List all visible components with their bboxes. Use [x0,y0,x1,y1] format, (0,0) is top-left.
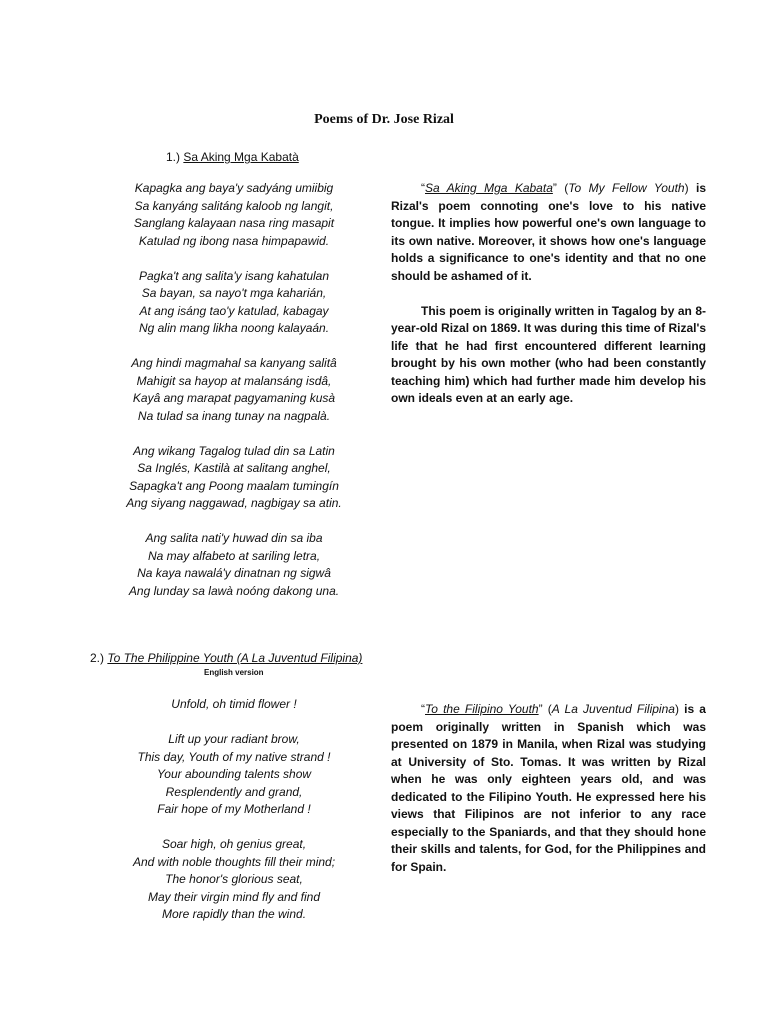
poem1-title-reference: Sa Aking Mga Kabata [425,181,553,195]
close-quote: ” ( [552,181,569,195]
open-quote: “ [421,181,425,195]
poem1-commentary-text: is Rizal's poem connoting one's love to his native tongue. It implies how powerful one's own language to its own native. Moreover, it shows how one's language holds a significance to one's identity and that no one should be ashamed of it. [391,181,706,283]
poem-line: May their virgin mind fly and find [147,889,321,904]
poem2-commentary [391,701,706,894]
poem2-translation: A La Juventud Filipina [551,702,675,716]
poem-line: Ang lunday sa lawà noóng dakong una. [128,583,340,598]
poem-line: Ang hindi magmahal sa kanyang salitâ [131,356,337,370]
stanza [104,836,364,924]
page-title: Poems of Dr. Jose Rizal [314,112,454,127]
poem-line: Sapagka't ang Poong maalam tumingín [129,478,339,493]
stanza [104,443,364,513]
poem-line: Lift up your radiant brow, [168,732,300,746]
poem-line: At ang isáng tao'y katulad, kabagay [139,303,329,318]
poem-line: Fair hope of my Motherland ! [157,802,311,816]
poem-line: Pagka't ang salita'y isang kahatulan [138,268,330,283]
poem-line: Ang wikang Tagalog tulad din sa Latin [133,443,335,458]
stanza [104,696,364,714]
poem-line: This day, Youth of my native strand ! [137,749,331,764]
poem2-number: 2.) [90,651,105,665]
poem-line: Mahigit sa hayop at malansáng isdâ, [136,373,332,388]
stanza [104,268,364,338]
poem-line: And with noble thoughts fill their mind; [132,854,336,869]
poem-line: Resplendently and grand, [165,784,303,799]
poem-line: Na tulad sa inang tunay na nagpalà. [137,408,331,423]
poem1-commentary-paragraph-2: This poem is originally written in Tagalog by an 8-year-old Rizal on 1869. It was during this time of Rizal's life that he had first encountered different learning brought by his own mother (who had been constantly teaching him) which had further made him develop his own ideals even at an early age. [391,303,706,405]
poem2-commentary-paragraph-1 [391,701,706,876]
poem2-title-reference: To the Filipino Youth [425,702,539,716]
stanza [104,731,364,819]
poem-line: Soar high, oh genius great, [161,837,307,851]
poem-line: Sa Inglés, Kastilà at salitang anghel, [137,461,331,475]
poem1-number: 1.) [166,150,181,164]
poem1-heading [166,150,299,165]
stanza [104,355,364,425]
poem-line: Your abounding talents show [156,767,312,781]
stanza [104,530,364,600]
poem-line: More rapidly than the wind. [161,907,307,921]
close-quote: ” ( [538,702,552,716]
open-quote: “ [421,702,425,716]
poem2-body [104,696,364,941]
poem-line: Sanglang kalayaan nasa ring masapit [133,216,335,230]
poem2-commentary-text: is a poem originally written in Spanish which was presented on 1879 in Manila, when Rizal was studying at University of Sto. Tomas. It was written by Rizal when he was only eighteen years old, and was dedicated to the Filipino Youth. He expressed here his views that Filipinos are not inferior to any race especially to the Spaniards, and that they should hone their skills and talents, for God, for the Philippines and for Spain. [391,702,706,874]
poem-line: Kapagka ang baya'y sadyáng umiibig [134,181,334,195]
poem-line: Na may alfabeto at sariling letra, [147,548,321,563]
version-label: English version [204,668,264,677]
poem-line: Ng alin mang likha noong kalayaán. [138,321,330,335]
poem-line: Sa bayan, sa nayo't mga kaharián, [141,286,327,300]
poem1-commentary-paragraph-1 [391,180,706,285]
poem2-heading [90,651,362,666]
poem-line: Sa kanyáng salitáng kaloob ng langit, [134,198,334,213]
close-paren: ) [674,702,679,716]
poem1-commentary [391,180,706,425]
poem-line: Unfold, oh timid flower ! [171,697,297,711]
stanza [104,180,364,250]
poem-line: Katulad ng ibong nasa himpapawid. [138,233,330,248]
poem-line: Na kaya nawalá'y dinatnan ng sigwâ [137,566,331,580]
poem-line: Kayâ ang marapat pagyamaning kusà [132,391,336,405]
close-paren: ) [684,181,689,195]
poem-line: The honor's glorious seat, [165,872,303,886]
poem1-translation: To My Fellow Youth [568,181,685,195]
poem-line: Ang salita nati'y huwad din sa iba [145,531,323,545]
poem1-body [104,180,364,618]
poem1-title: Sa Aking Mga Kabatà [183,150,299,164]
poem-line: Ang siyang naggawad, nagbigay sa atin. [126,496,342,510]
poem2-title: To The Philippine Youth (A La Juventud Filipina) [107,651,363,665]
